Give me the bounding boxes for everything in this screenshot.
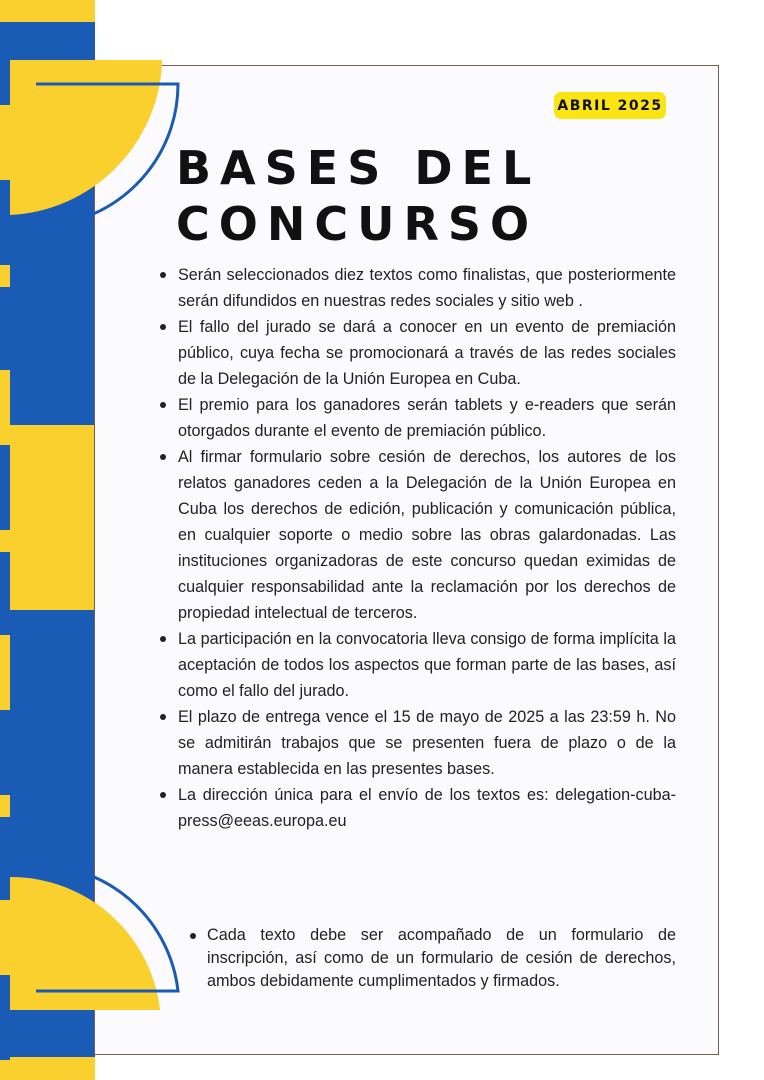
left-stripe-yellow-block <box>10 0 95 22</box>
list-item: Serán seleccionados diez textos como finalistas, que posteriormente serán difundidos en nuestras redes sociales y sitio web . <box>158 262 676 314</box>
list-item: El fallo del jurado se dará a conocer en un evento de premiación público, cuya fecha se promocionará a través de las redes sociales de la Delegación de la Unión Europea en Cuba. <box>158 314 676 392</box>
title-line-1: BASES DEL <box>176 141 541 195</box>
left-stripe-yellow-block <box>10 1057 95 1080</box>
date-badge: ABRIL 2025 <box>554 92 666 119</box>
page-title <box>176 140 540 252</box>
decorative-quarter-circle-bottom <box>0 865 185 1015</box>
list-item: La participación en la convocatoria lleva consigo de forma implícita la aceptación de todos los aspectos que forman parte de las bases, así como el fallo del jurado. <box>158 626 676 704</box>
decorative-quarter-circle-top <box>0 60 185 220</box>
list-item: Al firmar formulario sobre cesión de derechos, los autores de los relatos ganadores ceden a la Delegación de la Unión Europea en Cuba los derechos de edición, publicación y comunicación pública, en cualquier soporte o medio sobre las obras galardonadas. Las instituciones organizadoras de este concurso quedan eximidas de cualquier responsabilidad ante la reclamación por los derechos de propiedad intelectual de terceros. <box>158 444 676 626</box>
sub-rules-list <box>188 924 676 993</box>
title-line-2: CONCURSO <box>176 197 539 251</box>
list-item: El premio para los ganadores serán tablets y e-readers que serán otorgados durante el evento de premiación público. <box>158 392 676 444</box>
list-item: El plazo de entrega vence el 15 de mayo de 2025 a las 23:59 h. No se admitirán trabajos que se presenten fuera de plazo o de la manera establecida en las presentes bases. <box>158 704 676 782</box>
left-stripe-yellow-block <box>10 425 95 610</box>
sub-list-item: Cada texto debe ser acompañado de un formulario de inscripción, así como de un formulario de cesión de derechos, ambos debidamente cumplimentados y firmados. <box>188 924 676 993</box>
list-item: La dirección única para el envío de los textos es: delegation-cuba-press@eeas.europa.eu <box>158 782 676 834</box>
rules-list <box>158 262 676 834</box>
